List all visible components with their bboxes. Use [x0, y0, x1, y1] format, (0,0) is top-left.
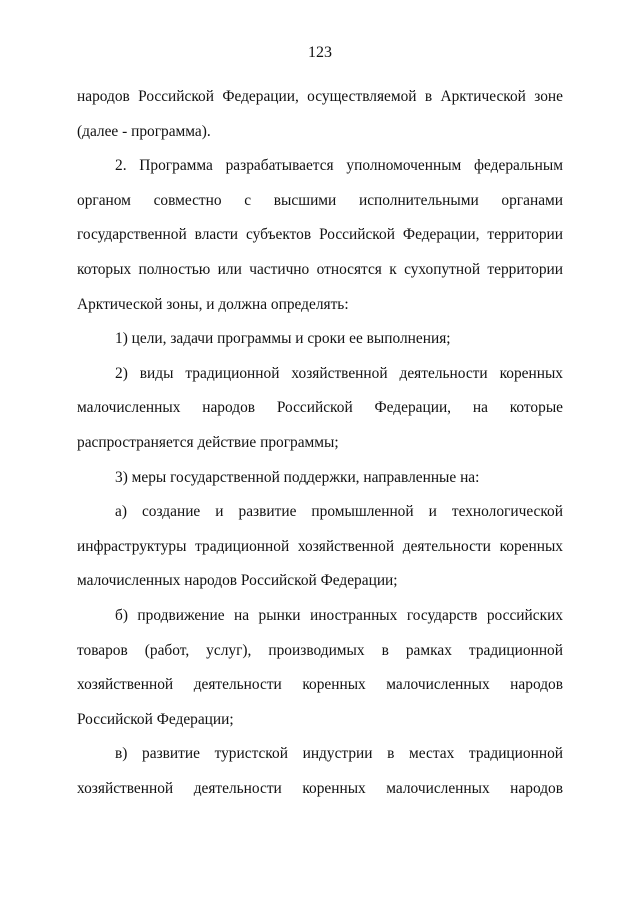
text-line: хозяйственной деятельности коренных малочисленных народов — [77, 779, 563, 797]
text-line: в) развитие туристской индустрии в местах традиционной — [115, 745, 563, 763]
text-line: инфраструктуры традиционной хозяйственной деятельности коренных — [77, 537, 563, 555]
text-line: 2. Программа разрабатывается уполномоченным федеральным — [115, 157, 563, 175]
text-line: Российской Федерации; — [77, 710, 234, 728]
text-line: 2) виды традиционной хозяйственной деятельности коренных — [115, 364, 563, 382]
page-number: 123 — [308, 44, 332, 61]
text-line: народов Российской Федерации, осуществляемой в Арктической зоне — [77, 88, 563, 105]
text-line: распространяется действие программы; — [77, 433, 339, 451]
text-line: Арктической зоны, и должна определять: — [77, 295, 349, 313]
text-line: малочисленных народов Российской Федерации; — [77, 572, 398, 590]
text-line: товаров (работ, услуг), производимых в рамках традиционной — [77, 641, 563, 659]
text-line: (далее - программа). — [77, 122, 211, 140]
text-line: хозяйственной деятельности коренных малочисленных народов — [77, 676, 563, 694]
text-line: 3) меры государственной поддержки, направленные на: — [115, 468, 480, 486]
text-line: органом совместно с высшими исполнительными органами — [77, 191, 563, 209]
text-line: малочисленных народов Российской Федерации, на которые — [77, 399, 563, 417]
text-line: 1) цели, задачи программы и сроки ее выполнения; — [115, 330, 451, 348]
text-line: а) создание и развитие промышленной и технологической — [115, 503, 563, 521]
text-line: государственной власти субъектов Российской Федерации, территории — [77, 226, 563, 244]
document-body — [77, 80, 563, 806]
text-line: которых полностью или частично относятся к сухопутной территории — [77, 260, 563, 278]
text-line: б) продвижение на рынки иностранных государств российских — [115, 606, 563, 624]
